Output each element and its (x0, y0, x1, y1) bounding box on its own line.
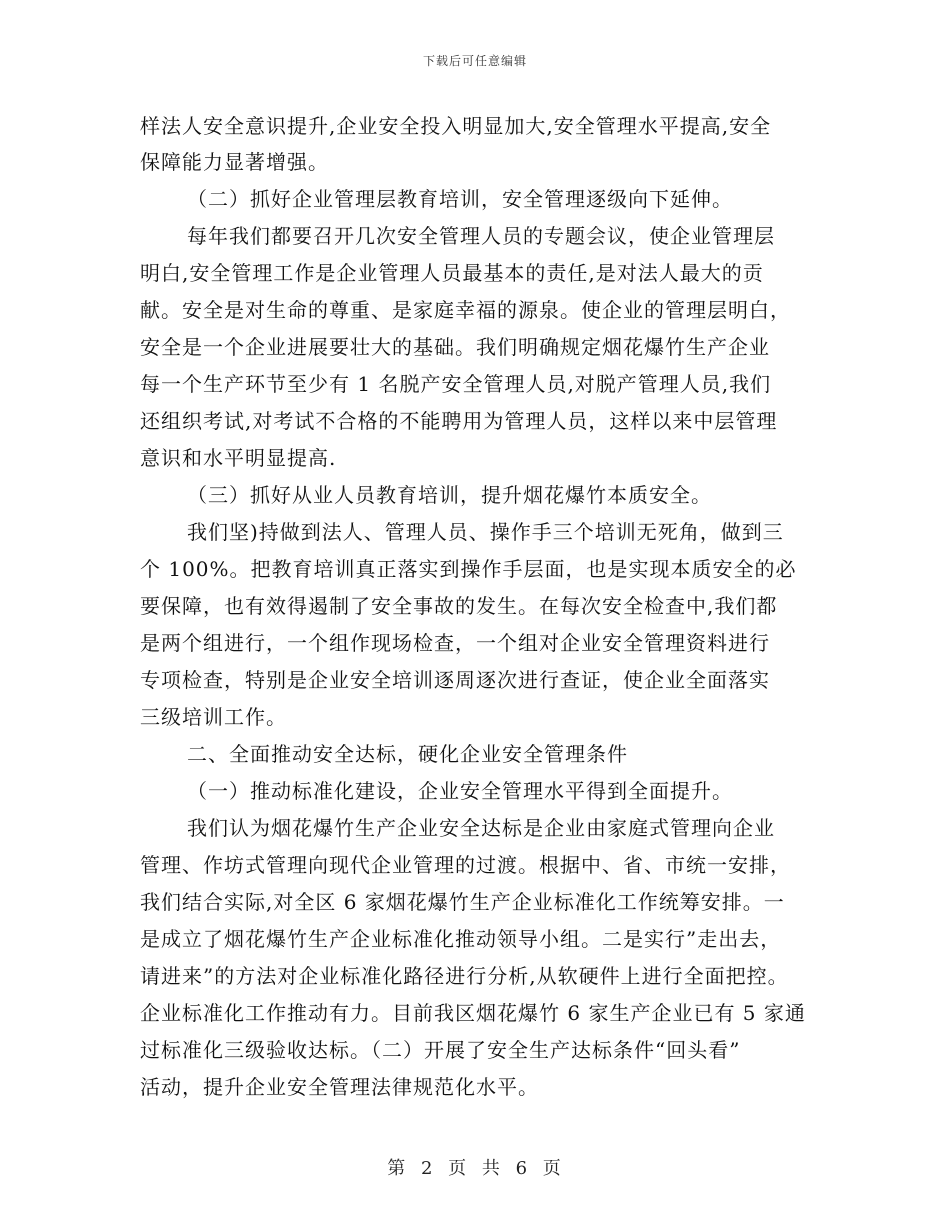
body-line: 请进来”的方法对企业标准化路径进行分析,从软硬件上进行全面把控。 (140, 964, 789, 988)
page-header: 下载后可任意编辑 (422, 54, 527, 68)
body-line: 管理、作坊式管理向现代企业管理的过渡。根据中、省、市统一安排， (140, 853, 791, 877)
page-number: 第 2 页 共 6 页 (387, 1158, 563, 1179)
body-line: 企业标准化工作推动有力。目前我区烟花爆竹 6 家生产企业已有 5 家通 (140, 1001, 806, 1025)
body-line: 是两个组进行，一个组作现场检查，一个组对企业安全管理资料进行 (140, 631, 770, 655)
body-line: 每一个生产环节至少有 1 名脱产安全管理人员,对脱产管理人员,我们 (140, 372, 772, 396)
body-line: 安全是一个企业进展要壮大的基础。我们明确规定烟花爆竹生产企业 (140, 335, 770, 359)
body-line: 活动，提升企业安全管理法律规范化水平。 (140, 1075, 539, 1099)
body-line: 献。安全是对生命的尊重、是家庭幸福的源泉。使企业的管理层明白， (140, 298, 791, 322)
body-line: 要保障，也有效得遏制了安全事故的发生。在每次安全检查中,我们都 (140, 594, 778, 618)
body-line: 保障能力显著增强。 (140, 150, 329, 174)
section-heading: （三）抓好从业人员教育培训，提升烟花爆竹本质安全。 (187, 483, 712, 507)
body-line: 过标准化三级验收达标。（二）开展了安全生产达标条件“回头看” (140, 1038, 741, 1062)
body-line: 明白,安全管理工作是企业管理人员最基本的责任,是对法人最大的贡 (140, 261, 764, 285)
chapter-heading: 二、全面推动安全达标，硬化企业安全管理条件 (187, 742, 628, 766)
body-line: 每年我们都要召开几次安全管理人员的专题会议，使企业管理层 (187, 224, 775, 248)
body-line: 我们认为烟花爆竹生产企业安全达标是企业由家庭式管理向企业 (187, 816, 775, 840)
body-line: 专项检查，特别是企业安全培训逐周逐次进行查证，使企业全面落实 (140, 668, 770, 692)
section-heading: （一）推动标准化建设，企业安全管理水平得到全面提升。 (187, 779, 733, 803)
body-line: 是成立了烟花爆竹生产企业标准化推动领导小组。二是实行”走出去， (140, 927, 782, 951)
body-line: 三级培训工作。 (140, 705, 287, 729)
body-line: 个 100%。把教育培训真正落实到操作手层面，也是实现本质安全的必 (140, 557, 797, 581)
body-line: 意识和水平明显提高. (140, 446, 337, 470)
body-line: 还组织考试,对考试不合格的不能聘用为管理人员，这样以来中层管理 (140, 409, 778, 433)
section-heading: （二）抓好企业管理层教育培训，安全管理逐级向下延伸。 (187, 187, 733, 211)
body-line: 样法人安全意识提升,企业安全投入明显加大,安全管理水平提高,安全 (140, 114, 772, 138)
body-line: 我们结合实际,对全区 6 家烟花爆竹生产企业标准化工作统筹安排。一 (140, 890, 785, 914)
body-line: 我们坚)持做到法人、管理人员、操作手三个培训无死角，做到三 (187, 520, 784, 544)
